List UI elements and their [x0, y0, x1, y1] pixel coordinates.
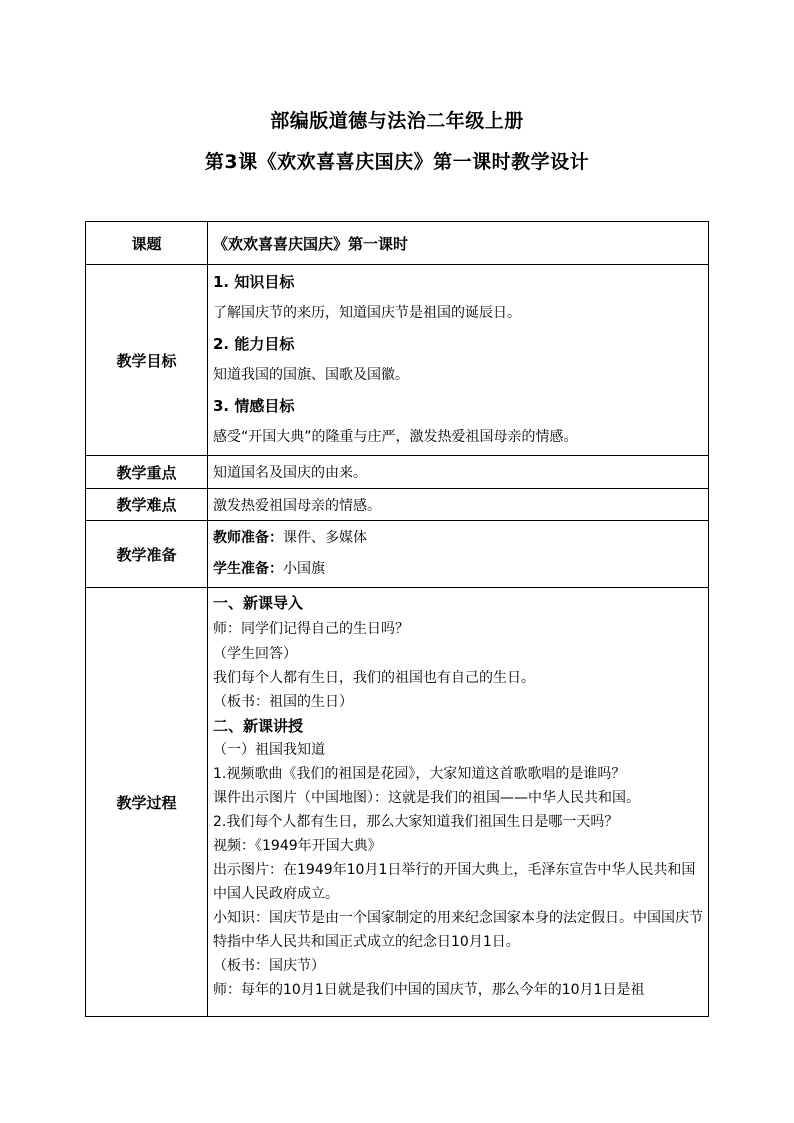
row-topic: [86, 222, 709, 265]
teacher-preparation: [213, 523, 705, 554]
objective-heading: 1. 知识目标: [213, 273, 295, 291]
student-preparation-value: 小国旗: [283, 561, 325, 577]
row-difficulties: [86, 489, 709, 521]
process-line: （板书：国庆节）: [213, 958, 325, 974]
value-process: [208, 588, 709, 1017]
label-process: 教学过程: [86, 588, 208, 1017]
document-title-line1: 部编版道德与法治二年级上册: [270, 110, 524, 132]
objective-text: 了解国庆节的来历，知道国庆节是祖国的诞辰日。: [213, 305, 521, 321]
value-objectives: [208, 265, 709, 456]
process-section-heading: 一、新课导入: [213, 594, 304, 612]
objective-heading: 3. 情感目标: [213, 397, 295, 415]
row-preparation: [86, 521, 709, 588]
label-objectives: 教学目标: [86, 265, 208, 456]
topic-text: 《欢欢喜喜庆国庆》第一课时: [213, 234, 409, 253]
value-preparation: [208, 521, 709, 588]
objective-heading: 2. 能力目标: [213, 335, 295, 353]
process-line: 小知识：国庆节是由一个国家制定的用来纪念国家本身的法定假日。中国国庆节特指中华人民共和国正式成立的纪念日10月1日。: [213, 910, 703, 950]
objective-text: 知道我国的国旗、国歌及国徽。: [213, 367, 409, 383]
teacher-preparation-label: 教师准备：: [213, 530, 283, 546]
process-line: （学生回答）: [213, 646, 297, 662]
process-line: 1.视频歌曲《我们的祖国是花园》，大家知道这首歌歌唱的是谁吗？: [213, 766, 626, 782]
label-key-points: 教学重点: [86, 456, 208, 489]
value-topic: [208, 222, 709, 265]
process-line: 2.我们每个人都有生日，那么大家知道我们祖国生日是哪一天吗？: [213, 814, 619, 830]
student-preparation: [213, 554, 705, 585]
row-key-points: [86, 456, 709, 489]
process-section-heading: 二、新课讲授: [213, 717, 304, 735]
process-line: 出示图片：在1949年10月1日举行的开国大典上，毛泽东宣告中华人民共和国中国人民政府成立。: [213, 862, 696, 902]
row-process: [86, 588, 709, 1017]
lesson-plan-table: [85, 221, 709, 1017]
process-line: 视频：《1949年开国大典》: [213, 838, 382, 854]
label-difficulties: 教学难点: [86, 489, 208, 521]
objective-text: 感受“开国大典”的隆重与庄严，激发热爱祖国母亲的情感。: [213, 429, 578, 445]
document-title-line2: 第3课《欢欢喜喜庆国庆》第一课时教学设计: [204, 151, 590, 173]
process-line: 师：同学们记得自己的生日吗？: [213, 621, 409, 637]
row-objectives: [86, 265, 709, 456]
label-preparation: 教学准备: [86, 521, 208, 588]
process-line: 师：每年的10月1日就是我们中国的国庆节，那么今年的10月1日是祖: [213, 982, 645, 998]
process-line: 课件出示图片（中国地图）：这就是我们的祖国——中华人民共和国。: [213, 790, 640, 806]
label-topic: 课题: [86, 222, 208, 265]
student-preparation-label: 学生准备：: [213, 561, 283, 577]
process-line: 我们每个人都有生日，我们的祖国也有自己的生日。: [213, 670, 535, 686]
value-key-points: 知道国名及国庆的由来。: [208, 456, 709, 489]
process-line: （板书：祖国的生日）: [213, 694, 353, 710]
process-line: （一）祖国我知道: [213, 742, 325, 758]
teacher-preparation-value: 课件、多媒体: [283, 530, 367, 546]
value-difficulties: 激发热爱祖国母亲的情感。: [208, 489, 709, 521]
